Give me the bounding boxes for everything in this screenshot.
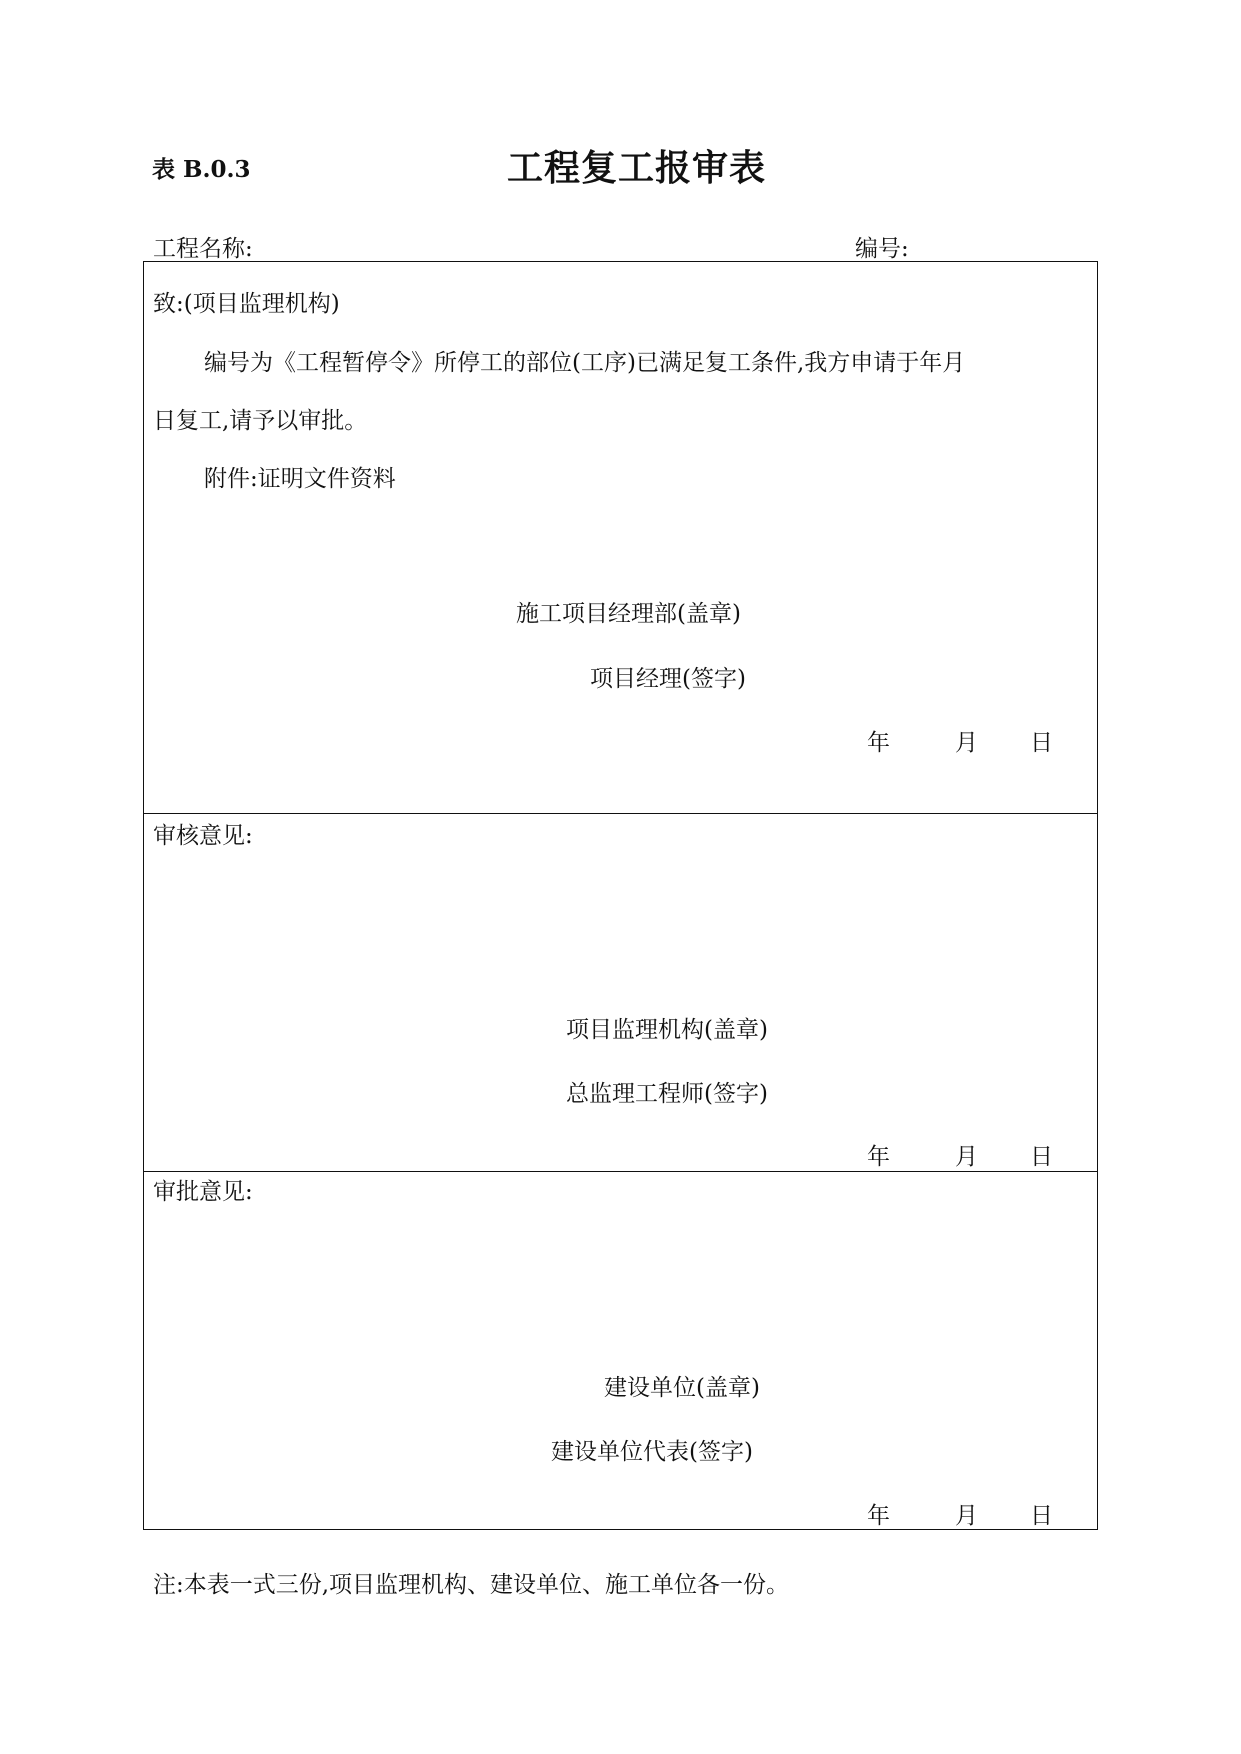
addressee-line: 致:(项目监理机构) xyxy=(153,291,340,317)
date-month-label: 月 xyxy=(955,730,978,756)
number-label: 编号: xyxy=(855,236,909,262)
attachment-line: 附件:证明文件资料 xyxy=(204,466,396,492)
application-body-line-1: 编号为《工程暂停令》所停工的部位(工序)已满足复工条件,我方申请于年月 xyxy=(204,350,966,376)
date-year-label: 年 xyxy=(867,1144,890,1170)
date-month-label: 月 xyxy=(955,1144,978,1170)
date-day-label: 日 xyxy=(1030,1503,1053,1529)
form-code: 表 B.0.3 xyxy=(152,156,251,183)
page-title: 工程复工报审表 xyxy=(507,147,767,189)
footer-note: 注:本表一式三份,项目监理机构、建设单位、施工单位各一份。 xyxy=(153,1572,790,1598)
review-section xyxy=(143,813,1098,1172)
project-name-label: 工程名称: xyxy=(153,236,253,262)
application-body-line-2: 日复工,请予以审批。 xyxy=(153,408,368,434)
chief-engineer-signature-label: 总监理工程师(签字) xyxy=(566,1081,768,1107)
owner-seal-label: 建设单位(盖章) xyxy=(604,1375,760,1401)
project-manager-signature-label: 项目经理(签字) xyxy=(590,666,746,692)
supervisor-seal-label: 项目监理机构(盖章) xyxy=(566,1017,768,1043)
contractor-seal-label: 施工项目经理部(盖章) xyxy=(516,601,741,627)
date-day-label: 日 xyxy=(1030,730,1053,756)
date-month-label: 月 xyxy=(955,1503,978,1529)
approval-opinion-heading: 审批意见: xyxy=(153,1179,253,1205)
date-day-label: 日 xyxy=(1030,1144,1053,1170)
review-opinion-heading: 审核意见: xyxy=(153,823,253,849)
approval-section xyxy=(143,1171,1098,1530)
date-year-label: 年 xyxy=(867,730,890,756)
owner-representative-signature-label: 建设单位代表(签字) xyxy=(551,1439,753,1465)
date-year-label: 年 xyxy=(867,1503,890,1529)
